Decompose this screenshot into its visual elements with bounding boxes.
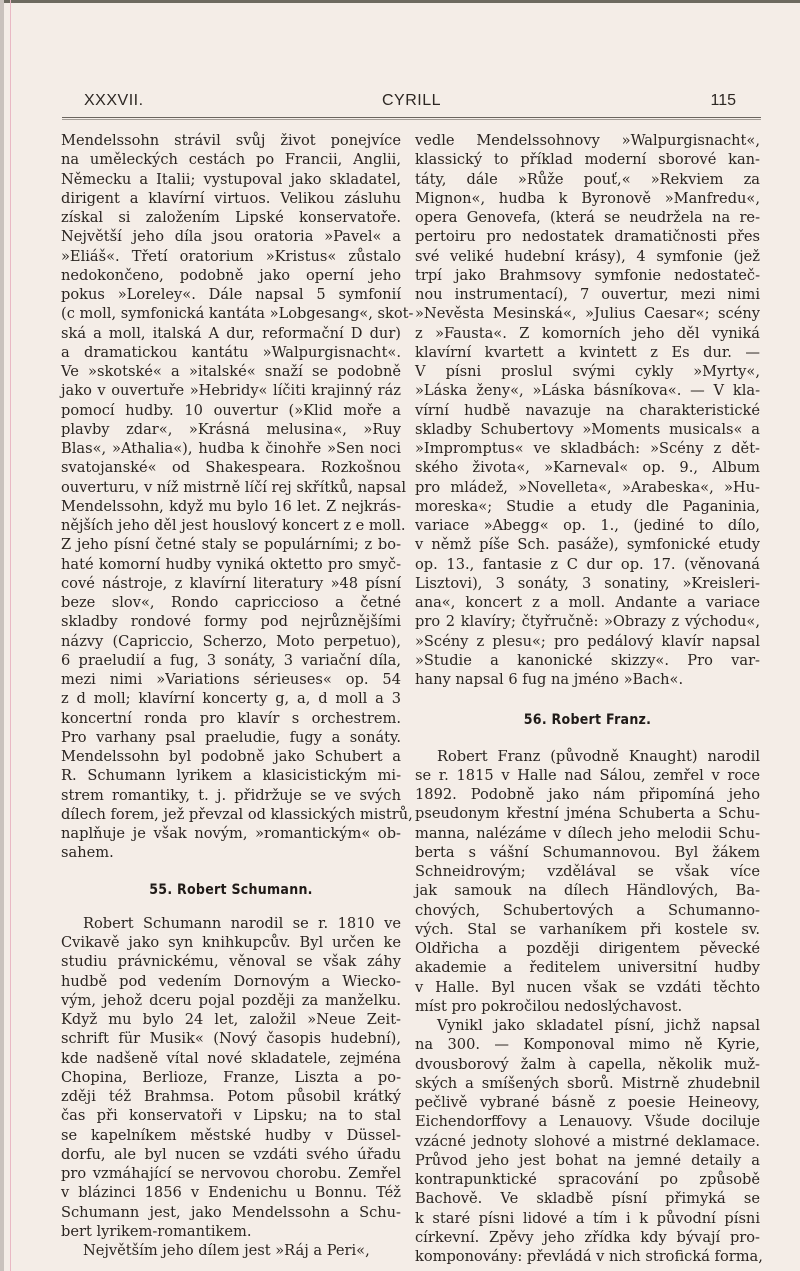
text-line: z »Fausta«. Z komorních jeho děl vyniká: [415, 324, 760, 342]
page-number: 115: [710, 92, 736, 109]
text-line: se r. 1815 v Halle nad Sálou, zemřel v roce: [415, 766, 760, 784]
text-line: pseudonym křestní jména Schuberta a Schu-: [415, 805, 760, 823]
text-line: z d moll; klavírní koncerty g, a, d moll a 3: [61, 690, 401, 708]
text-line: pečlivě vybrané básně z poesie Heineovy,: [415, 1094, 760, 1111]
text-line: trpí jako Brahmsovy symfonie nedostateč-: [415, 266, 760, 284]
text-line: strem romantiky, t. j. přidržuje se ve svých: [61, 786, 401, 804]
chapter-number: XXXVII.: [84, 92, 144, 109]
text-line: pomocí hudby. 10 ouvertur (»Klid moře a: [61, 401, 401, 419]
text-line: koncertní ronda pro klavír s orchestrem.: [61, 709, 401, 727]
text-line: 1892. Podobně jako nám připomíná jeho: [415, 786, 760, 803]
text-line: svatojanské« od Shakespeara. Rozkošnou: [61, 459, 401, 477]
text-line: Oldřicha a později dirigentem pěvecké: [415, 940, 760, 957]
text-line: beze slov«, Rondo capriccioso a četné: [61, 594, 401, 611]
text-line: skladby Schubertovy »Moments musicals« a: [415, 420, 760, 438]
text-line: ana«, koncert z a moll. Andante a variace: [415, 594, 760, 611]
text-line: schrift für Musik« (Nový časopis hudební),: [61, 1030, 401, 1048]
text-line: Pro varhany psal praeludie, fugy a sonáty.: [61, 728, 401, 746]
text-line: V písni proslul svými cykly »Myrty«,: [415, 363, 760, 380]
text-line: opera Genovefa, (která se neudržela na re-: [415, 209, 760, 226]
schumann-paragraph: [61, 914, 401, 1241]
scan-top-edge: [0, 0, 800, 3]
franz-paragraph: [415, 747, 760, 1017]
text-line: získal si založením Lipské konservatoře.: [61, 209, 401, 226]
scan-left-edge: [0, 0, 4, 1271]
text-line: nou instrumentací), 7 ouvertur, mezi nimi: [415, 286, 760, 303]
text-line: Robert Franz (původně Knaught) narodil: [437, 747, 760, 765]
text-line: na 300. — Komponoval mimo ně Kyrie,: [415, 1036, 760, 1054]
text-line: se kapelníkem městské hudby v Düssel-: [61, 1126, 401, 1144]
text-line: studiu právnickému, věnoval se však záhy: [61, 953, 401, 971]
text-line: 6 praeludií a fug, 3 sonáty, 3 variační díla,: [61, 651, 401, 669]
text-line: dirigent a klavírní virtuos. Velikou zásluhu: [61, 189, 401, 207]
text-line: míst pro pokročilou nedoslýchavost.: [415, 997, 683, 1015]
text-line: vých. Stal se varhaníkem při kostele sv.: [415, 920, 760, 938]
text-line: sahem.: [61, 844, 114, 862]
text-line: Největším jeho dílem jest »Ráj a Peri«,: [83, 1242, 370, 1259]
text-line: naplňuje je však novým, »romantickým« ob-: [61, 825, 401, 842]
text-line: (c moll, symfonická kantáta »Lobgesang«, skot-: [61, 305, 414, 323]
text-line: Z jeho písní četné staly se populárními; z bo-: [61, 536, 401, 554]
text-line: berta s vášní Schumannovou. Byl žákem: [415, 843, 760, 861]
text-line: Mendelssohn byl podobně jako Schubert a: [61, 748, 401, 765]
text-line: Schneidrovým; vzdělával se však více: [415, 863, 760, 880]
schumann-works-continued: [415, 131, 760, 689]
text-line: »Studie a kanonické skizzy«. Pro var-: [415, 651, 760, 669]
text-line: hudbě pod vedením Dornovým a Wiecko-: [61, 972, 401, 990]
text-line: Robert Schumann narodil se r. 1810 ve: [83, 914, 401, 932]
text-line: Vynikl jako skladatel písní, jichž napsal: [437, 1017, 760, 1034]
text-line: ského života«, »Karneval« op. 9., Album: [415, 459, 760, 477]
section-heading-schumann: 55. Robert Schumann.: [149, 881, 313, 898]
text-line: pokus »Loreley«. Dále napsal 5 symfonií: [61, 286, 401, 303]
page-margin-line: [10, 0, 11, 1271]
text-line: klassický to příklad moderní sborové kan-: [415, 151, 760, 169]
text-line: ouverturu, v níž mistrně líčí rej skřítků, napsal: [61, 478, 406, 496]
text-line: skladby rondové formy pod nejrůznějšími: [61, 613, 401, 631]
schumann-works-paragraph: [61, 1241, 401, 1260]
text-line: v němž píše Sch. pasáže), symfonické etudy: [415, 536, 760, 554]
text-line: ských a smíšených sborů. Mistrně zhudebnil: [415, 1074, 760, 1092]
text-line: Chopina, Berlioze, Franze, Liszta a po-: [61, 1068, 401, 1086]
text-line: R. Schumann lyrikem a klasicistickým mi-: [61, 767, 401, 785]
text-line: Cvikavě jako syn knihkupcův. Byl určen ke: [61, 934, 401, 951]
text-line: chových, Schubertových a Schumanno-: [415, 901, 760, 919]
text-line: mezi nimi »Variations sérieuses« op. 54: [61, 671, 401, 688]
text-line: Mendelssohn, když mu bylo 16 let. Z nejkrás-: [61, 497, 401, 515]
left-column: [61, 131, 414, 1260]
text-line: Lisztovi), 3 sonáty, 3 sonatiny, »Kreisleri-: [415, 574, 760, 592]
text-line: v blázinci 1856 v Endenichu u Bonnu. Též: [61, 1184, 401, 1202]
text-line: bert lyrikem-romantikem.: [61, 1222, 252, 1240]
text-line: op. 13., fantasie z C dur op. 17. (věnovaná: [415, 555, 760, 573]
text-line: čas při konservatoři v Lipsku; na to stal: [61, 1107, 401, 1125]
text-line: Ve »skotské« a »italské« snaží se podobně: [61, 363, 401, 380]
text-line: Největší jeho díla jsou oratoria »Pavel« a: [61, 228, 401, 246]
text-line: Mignon«, hudba k Byronově »Manfredu«,: [415, 189, 760, 207]
text-line: kde nadšeně vítal nové skladatele, zejména: [61, 1049, 401, 1067]
text-line: Když mu bylo 24 let, založil »Neue Zeit-: [61, 1011, 401, 1028]
text-line: vzácné jednoty slohové a mistrné deklamace.: [415, 1132, 760, 1150]
text-line: na uměleckých cestách po Francii, Anglii,: [61, 151, 401, 169]
text-line: »Impromptus« ve skladbách: »Scény z dět-: [415, 440, 760, 457]
text-line: vírní hudbě navazuje na charakteristické: [415, 401, 760, 419]
text-line: pro mládež, »Novelleta«, »Arabeska«, »Hu-: [415, 478, 760, 496]
text-line: klavírní kvartett a kvintett z Es dur. —: [415, 343, 760, 361]
text-line: dvousborový žalm à capella, několik muž-: [415, 1055, 760, 1073]
text-line: k staré písni lidové a tím i k původní písni: [415, 1209, 760, 1227]
text-line: v Halle. Byl nucen však se vzdáti těchto: [415, 978, 760, 996]
text-line: dílech forem, jež převzal od klassických mistrů,: [61, 805, 413, 823]
text-line: Bachově. Ve skladbě písní přimyká se: [415, 1190, 760, 1208]
text-line: komponovány: převládá v nich strofická forma,: [415, 1248, 763, 1265]
text-line: názvy (Capriccio, Scherzo, Moto perpetuo),: [61, 632, 401, 650]
header-rule: [62, 117, 761, 120]
text-line: zději též Brahmsa. Potom působil krátký: [61, 1088, 401, 1105]
text-line: církevní. Zpěvy jeho zřídka kdy bývají pro-: [415, 1228, 760, 1246]
text-line: variace »Abegg« op. 1., (jediné to dílo,: [415, 517, 760, 534]
text-line: manna, nalézáme v dílech jeho melodii Schu-: [415, 824, 760, 842]
franz-paragraph-2: [415, 1016, 763, 1266]
text-line: Eichendorffovy a Lenauovy. Všude dociluje: [415, 1113, 760, 1131]
section-heading-franz: 56. Robert Franz.: [523, 712, 652, 729]
text-line: akademie a ředitelem universitní hudby: [415, 959, 760, 977]
text-line: nedokončeno, podobně jako operní jeho: [61, 266, 401, 284]
text-line: jak samouk na dílech Händlových, Ba-: [415, 882, 760, 900]
text-line: »Scény z plesu«; pro pedálový klavír napsal: [415, 632, 760, 650]
text-line: plavby zdar«, »Krásná melusina«, »Ruy: [61, 420, 401, 438]
text-line: »Nevěsta Mesinská«, »Julius Caesar«; scény: [415, 305, 760, 323]
text-line: hany napsal 6 fug na jméno »Bach«.: [415, 671, 684, 688]
text-line: vým, jehož dceru pojal později za manželku.: [61, 991, 401, 1009]
text-line: pertoiru pro nedostatek dramatičnosti přes: [415, 228, 760, 246]
text-line: dorfu, ale byl nucen se vzdáti svého úřadu: [61, 1145, 401, 1163]
text-line: nějších jeho děl jest houslový koncert z e moll.: [61, 517, 406, 534]
text-line: pro 2 klavíry; čtyřručně: »Obrazy z východu«,: [415, 613, 760, 631]
text-line: Německu a Italii; vystupoval jako skladatel,: [61, 170, 401, 188]
text-line: moreska«; Studie a etudy dle Paganinia,: [415, 497, 760, 515]
text-line: »Láska ženy«, »Láska básníkova«. — V kla-: [415, 382, 760, 400]
text-line: haté komorní hudby vyniká oktetto pro smyč-: [61, 555, 401, 573]
text-line: Mendelssohn strávil svůj život ponejvíce: [61, 132, 401, 149]
text-line: Schumann jest, jako Mendelssohn a Schu-: [61, 1203, 401, 1221]
right-column: [415, 131, 763, 1266]
text-line: jako v ouvertuře »Hebridy« líčiti krajinný ráz: [61, 382, 401, 400]
text-line: vedle Mendelssohnovy »Walpurgisnacht«,: [415, 132, 760, 149]
text-line: kontrapunktické spracování po způsobě: [415, 1171, 760, 1188]
text-line: »Eliáš«. Třetí oratorium »Kristus« zůstalo: [61, 247, 401, 265]
running-title: CYRILL: [381, 92, 442, 109]
text-line: Blas«, »Athalia«), hudba k činohře »Sen noci: [61, 440, 401, 457]
running-header: [62, 92, 761, 118]
text-line: Průvod jeho jest bohat na jemné detaily a: [415, 1151, 760, 1169]
text-line: ská a moll, italská A dur, reformační D dur): [61, 324, 401, 342]
text-line: cové nástroje, z klavírní literatury »48 písní: [61, 574, 401, 592]
text-line: a dramatickou kantátu »Walpurgisnacht«.: [61, 343, 401, 361]
text-line: táty, dále »Růže pouť,« »Rekviem za: [415, 170, 760, 188]
text-line: pro vzmáhající se nervovou chorobu. Zemřel: [61, 1165, 401, 1182]
text-line: své veliké hudební krásy), 4 symfonie (jež: [415, 247, 760, 265]
mendelssohn-paragraph: [61, 131, 414, 863]
